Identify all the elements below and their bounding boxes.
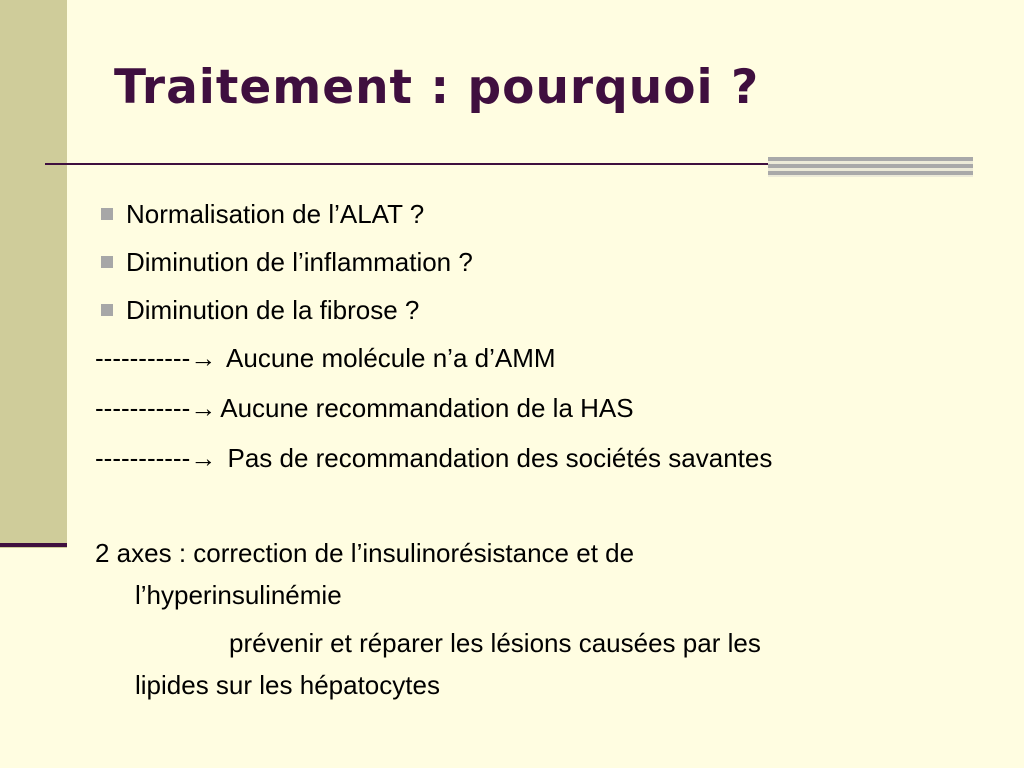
bullet-text: Diminution de l’inflammation ? (126, 247, 473, 277)
paragraph-line: l’hyperinsulinémie (135, 580, 342, 610)
right-arrow-icon: → (190, 343, 217, 373)
left-decorative-band (0, 0, 67, 548)
bullet-text: Diminution de la fibrose ? (126, 295, 420, 325)
bullet-text: Normalisation de l’ALAT ? (126, 199, 425, 229)
square-bullet-icon (101, 256, 113, 268)
left-decorative-rule (0, 543, 67, 547)
paragraph-line: prévenir et réparer les lésions causées par les (229, 628, 761, 658)
paragraph-line: lipides sur les hépatocytes (135, 670, 440, 700)
accent-stripe-bar (768, 157, 973, 177)
arrow-line-text: Pas de recommandation des sociétés savantes (220, 443, 773, 473)
arrow-line-text: Aucune recommandation de la HAS (220, 393, 634, 423)
right-arrow-icon: → (190, 393, 217, 423)
dash-leader: ----------- (95, 343, 191, 373)
square-bullet-icon (101, 208, 113, 220)
square-bullet-icon (101, 304, 113, 316)
title-underline (45, 163, 773, 165)
dash-leader: ----------- (95, 443, 191, 473)
arrow-line-text: Aucune molécule n’a d’AMM (220, 343, 556, 373)
arrow-line (95, 384, 995, 434)
arrow-line (95, 334, 995, 384)
arrow-line (95, 434, 995, 484)
right-arrow-icon: → (190, 443, 217, 473)
slide-content (95, 190, 995, 706)
paragraph-line: 2 axes : correction de l’insulinorésistance et de (95, 538, 635, 568)
bullet-item (95, 286, 995, 334)
bullet-item (95, 238, 995, 286)
dash-leader: ----------- (95, 393, 191, 423)
bullet-item (95, 190, 995, 238)
spacer (95, 484, 995, 532)
slide-title: Traitement : pourquoi ? (114, 60, 760, 115)
